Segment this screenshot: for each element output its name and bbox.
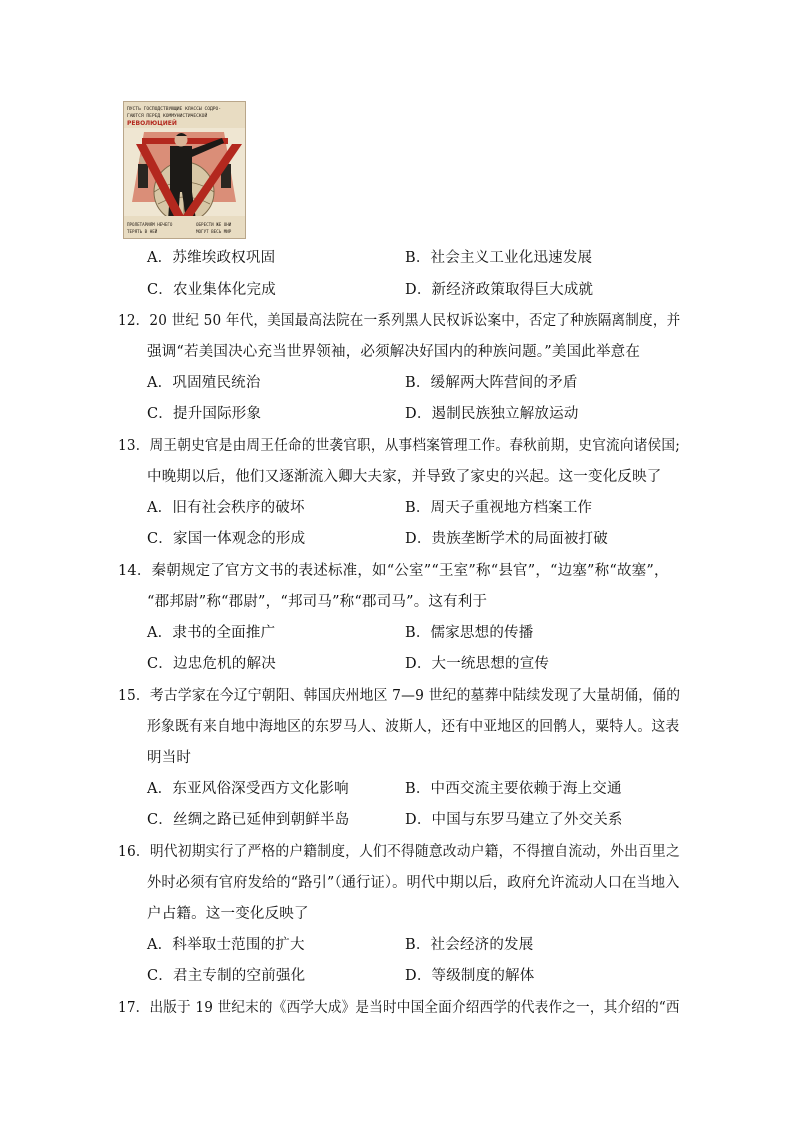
q12-stem-line-2: 强调“若美国决心充当世界领袖，必须解决好国内的种族问题。”美国此举意在 — [147, 344, 641, 360]
q13-option-c: C．家国一体观念的形成 — [147, 531, 306, 547]
poster-top-text-2: ГАЮТСЯ ПЕРЕД КОММУНИСТИЧЕСКОЙ — [127, 114, 208, 119]
poster-bottom-right-1: ОБРЕСТИ ЖЕ ОНИ — [196, 222, 232, 227]
q12-option-d: D．遏制民族独立解放运动 — [405, 406, 579, 422]
poster-bottom-left-2: ТЕРЯТЬ В НЕЙ — [127, 229, 158, 234]
q15-stem-line-3: 明当时 — [147, 750, 192, 766]
q11-option-d: D．新经济政策取得巨大成就 — [405, 282, 594, 298]
q14-stem-line-1: 14．秦朝规定了官方文书的表述标准，如“公室”“王室”称“县官”，“边塞”称“故塞”， — [118, 563, 669, 579]
q14-option-b: B．儒家思想的传播 — [405, 625, 534, 641]
soviet-poster-image — [123, 101, 246, 239]
q16-option-c: C．君主专制的空前强化 — [147, 968, 306, 984]
q11-option-b: B．社会主义工业化迅速发展 — [405, 250, 593, 266]
q14-option-c: C．边忠危机的解决 — [147, 656, 276, 672]
q15-option-b: B．中西交流主要依赖于海上交通 — [405, 781, 622, 797]
q13-option-d: D．贵族垄断学术的局面被打破 — [405, 531, 608, 547]
poster-top-text-3: РЕВОЛЮЦИЕЙ — [127, 120, 177, 127]
q12-option-b: B．缓解两大阵营间的矛盾 — [405, 375, 578, 391]
poster-top-text-1: ПУСТЬ ГОСПОДСТВУЮЩИЕ КЛАССЫ СОДРО- — [127, 107, 222, 112]
q11-option-c: C．农业集体化完成 — [147, 282, 276, 298]
q14-option-a: A．隶书的全面推广 — [147, 625, 276, 641]
q12-option-c: C．提升国际形象 — [147, 406, 262, 422]
q11-option-a: A．苏维埃政权巩固 — [147, 250, 276, 266]
q12-option-a: A．巩固殖民统治 — [147, 375, 261, 391]
q13-stem-line-2: 中晚期以后，他们又逐渐流入卿大夫家，并导致了家史的兴起。这一变化反映了 — [147, 469, 662, 485]
q15-stem-line-2: 形象既有来自地中海地区的东罗马人、波斯人，还有中亚地区的回鹘人，粟特人。这表 — [147, 719, 680, 735]
q16-option-d: D．等级制度的解体 — [405, 968, 535, 984]
q14-option-d: D．大一统思想的宣传 — [405, 656, 550, 672]
q13-stem-line-1: 13．周王朝史官是由周王任命的世袭官职，从事档案管理工作。春秋前期，史官流向诸侯国; — [118, 438, 680, 454]
q16-option-a: A．科举取士范围的扩大 — [147, 937, 305, 953]
poster-bottom-right-2: МОГУТ ВЕСЬ МИР — [196, 229, 232, 234]
q16-stem-line-3: 户占籍。这一变化反映了 — [147, 906, 309, 922]
poster-illustration — [124, 102, 245, 238]
q16-stem-line-1: 16．明代初期实行了严格的户籍制度，人们不得随意改动户籍，不得擅自流动，外出百里之 — [118, 844, 680, 860]
poster-bottom-left-1: ПРОЛЕТАРИЯМ НЕЧЕГО — [127, 222, 173, 227]
q12-stem-line-1: 12．20 世纪 50 年代，美国最高法院在一系列黑人民权诉讼案中，否定了种族隔离制度，并 — [118, 313, 681, 329]
q15-stem-line-1: 15．考古学家在今辽宁朝阳、韩国庆州地区 7—9 世纪的墓葬中陆续发现了大量胡俑，俑的 — [118, 688, 681, 704]
q16-option-b: B．社会经济的发展 — [405, 937, 534, 953]
q17-stem-line-1: 17．出版于 19 世纪末的《西学大成》是当时中国全面介绍西学的代表作之一，其介绍的“西 — [118, 1000, 680, 1016]
q15-option-d: D．中国与东罗马建立了外交关系 — [405, 812, 623, 828]
q15-option-c: C．丝绸之路已延伸到朝鲜半岛 — [147, 812, 350, 828]
q16-stem-line-2: 外时必须有官府发给的“路引”（通行证）。明代中期以后，政府允许流动人口在当地入 — [147, 875, 680, 891]
q14-stem-line-2: “郡邦尉”称“郡尉”，“邦司马”称“郡司马”。这有利于 — [147, 594, 488, 610]
q15-option-a: A．东亚风俗深受西方文化影响 — [147, 781, 349, 797]
q13-option-a: A．旧有社会秩序的破坏 — [147, 500, 305, 516]
q13-option-b: B．周天子重视地方档案工作 — [405, 500, 593, 516]
